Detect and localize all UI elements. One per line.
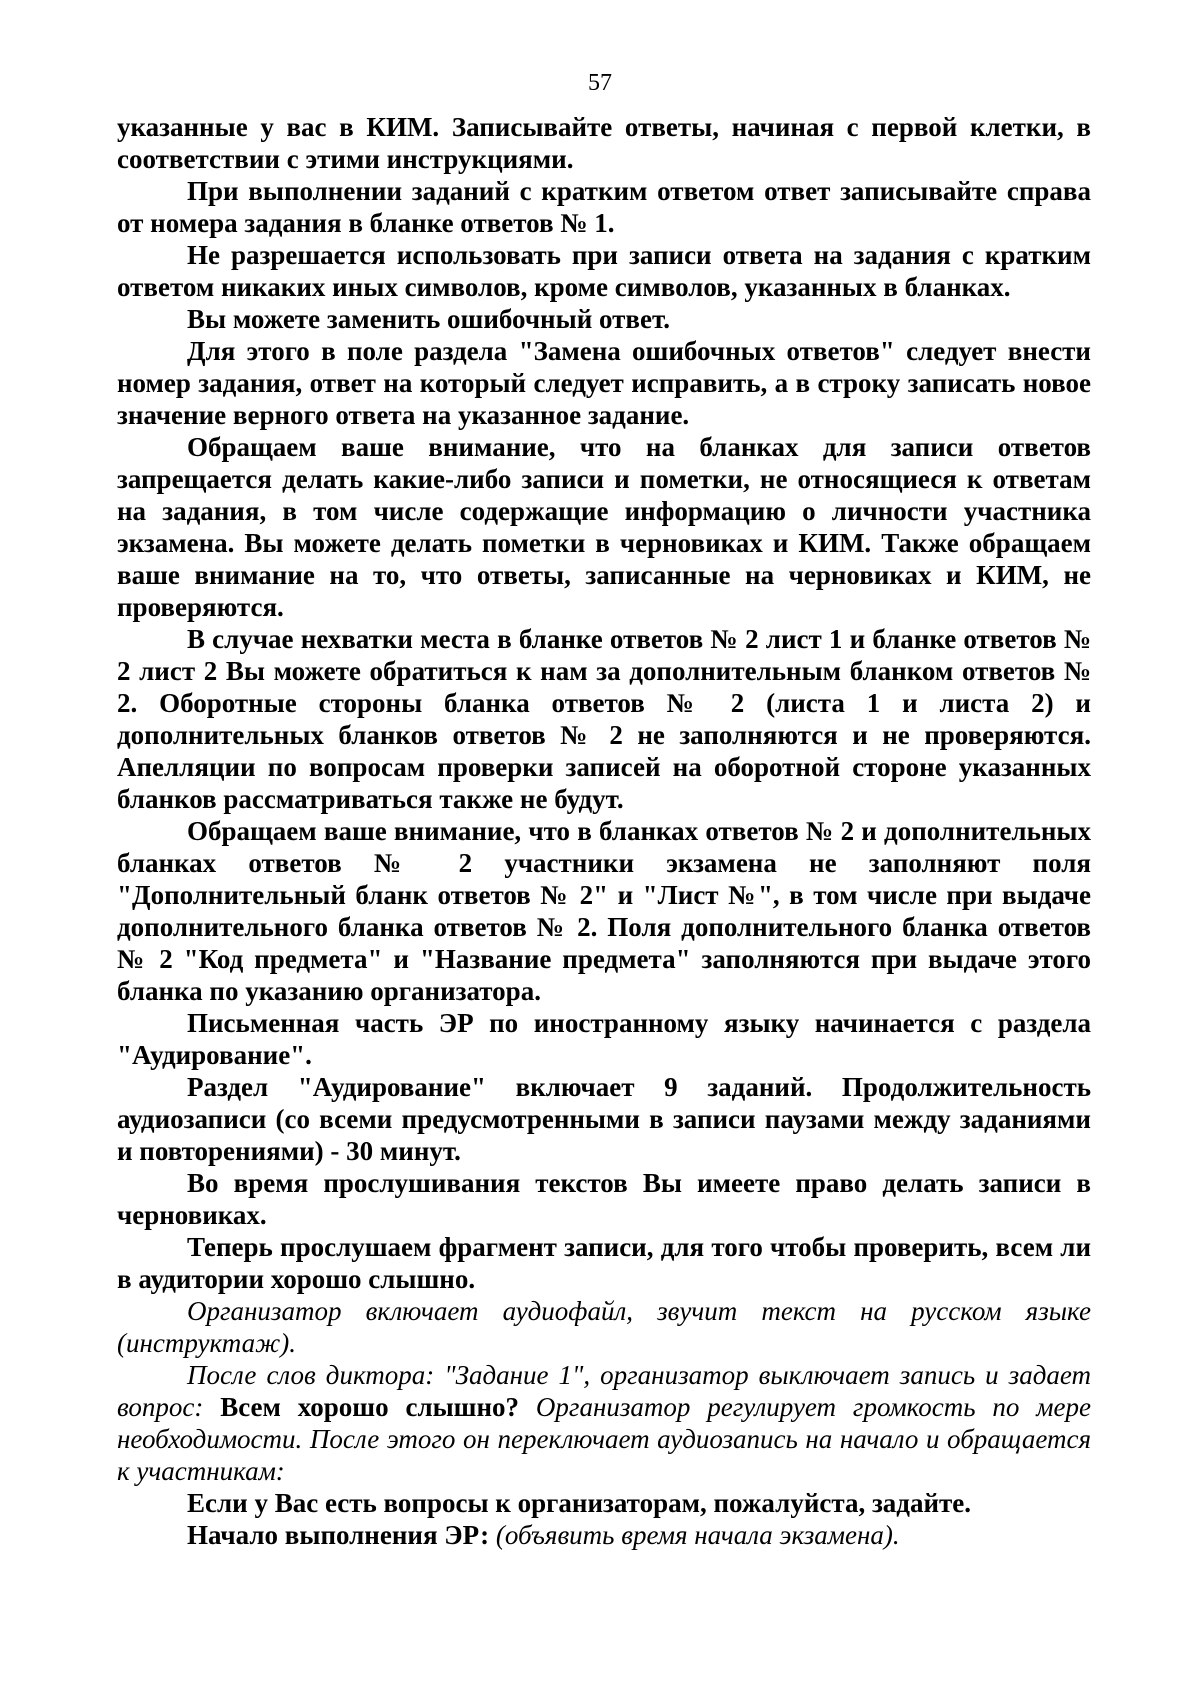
paragraph-organizer-audio — [117, 1295, 1091, 1359]
organizer-question-rest: Организатор регулирует громкость по мере необходимости. После этого он переключает аудиозапись на начало и обращается к участникам: — [117, 1392, 1091, 1486]
paragraph-no-other-symbols: Не разрешается использовать при записи ответа на задания с кратким ответом никаких иных символов, кроме символов, указанных в бланках. — [117, 240, 1091, 302]
organizer-question-bold: Всем хорошо слышно? — [220, 1392, 520, 1422]
start-label: Начало выполнения ЭР: — [187, 1520, 490, 1550]
paragraph-replace-answer: Вы можете заменить ошибочный ответ. — [187, 304, 670, 334]
paragraph-drafts: Во время прослушивания текстов Вы имеете право делать записи в черновиках. — [117, 1168, 1091, 1230]
paragraph-replace-field: Для этого в поле раздела "Замена ошибочных ответов" следует внести номер задания, ответ на который следует исправить, а в строку записать новое значение верного ответа на указанное задание. — [117, 336, 1091, 430]
paragraph-extra-blank: В случае нехватки места в бланке ответов № 2 лист 1 и бланке ответов № 2 лист 2 Вы можете обратиться к нам за дополнительным бланком ответов № 2. Оборотные стороны бланка ответов № 2 (листа 1 и листа 2) и дополнительных бланков ответов № 2 не заполняются и не проверяются. Апелляции по вопросам проверки записей на оборотной стороне указанных бланков рассматриваться также не будут. — [117, 624, 1091, 814]
paragraph-sound-check: Теперь прослушаем фрагмент записи, для того чтобы проверить, всем ли в аудитории хорошо слышно. — [117, 1232, 1091, 1294]
paragraph-listening-section: Раздел "Аудирование" включает 9 заданий. Продолжительность аудиозаписи (со всеми предусмотренными в записи паузами между заданиями и повторениями) - 30 минут. — [117, 1072, 1091, 1166]
document-body — [117, 111, 1091, 1551]
paragraph-extra-blank-fields: Обращаем ваше внимание, что в бланках ответов № 2 и дополнительных бланках ответов № 2 участники экзамена не заполняют поля "Дополнительный бланк ответов № 2" и "Лист №", в том числе при выдаче дополнительного бланка ответов № 2. Поля дополнительного бланка ответов № 2 "Код предмета" и "Название предмета" заполняются при выдаче этого бланка по указанию организатора. — [117, 816, 1091, 1006]
paragraph-questions-to-organizers: Если у Вас есть вопросы к организаторам, пожалуйста, задайте. — [187, 1488, 972, 1518]
paragraph-organizer-question — [117, 1359, 1091, 1487]
paragraph-written-part: Письменная часть ЭР по иностранному языку начинается с раздела "Аудирование". — [117, 1008, 1091, 1070]
organizer-question-intro: После слов диктора: "Задание 1", организатор выключает запись и задает вопрос: — [117, 1360, 1091, 1422]
paragraph-continuation: указанные у вас в КИМ. Записывайте ответы, начиная с первой клетки, в соответствии с этими инструкциями. — [117, 112, 1091, 174]
paragraph-start — [117, 1519, 1091, 1551]
page-number: 57 — [588, 70, 612, 96]
start-instruction: (объявить время начала экзамена). — [489, 1520, 900, 1550]
organizer-audio-text: Организатор включает аудиофайл, звучит текст на русском языке (инструктаж). — [117, 1296, 1091, 1358]
paragraph-no-notes: Обращаем ваше внимание, что на бланках для записи ответов запрещается делать какие-либо записи и пометки, не относящиеся к ответам на задания, в том числе содержащие информацию о личности участника экзамена. Вы можете делать пометки в черновиках и КИМ. Также обращаем ваше внимание на то, что ответы, записанные на черновиках и КИМ, не проверяются. — [117, 432, 1091, 622]
paragraph-short-answer: При выполнении заданий с кратким ответом ответ записывайте справа от номера задания в бланке ответов № 1. — [117, 176, 1091, 238]
